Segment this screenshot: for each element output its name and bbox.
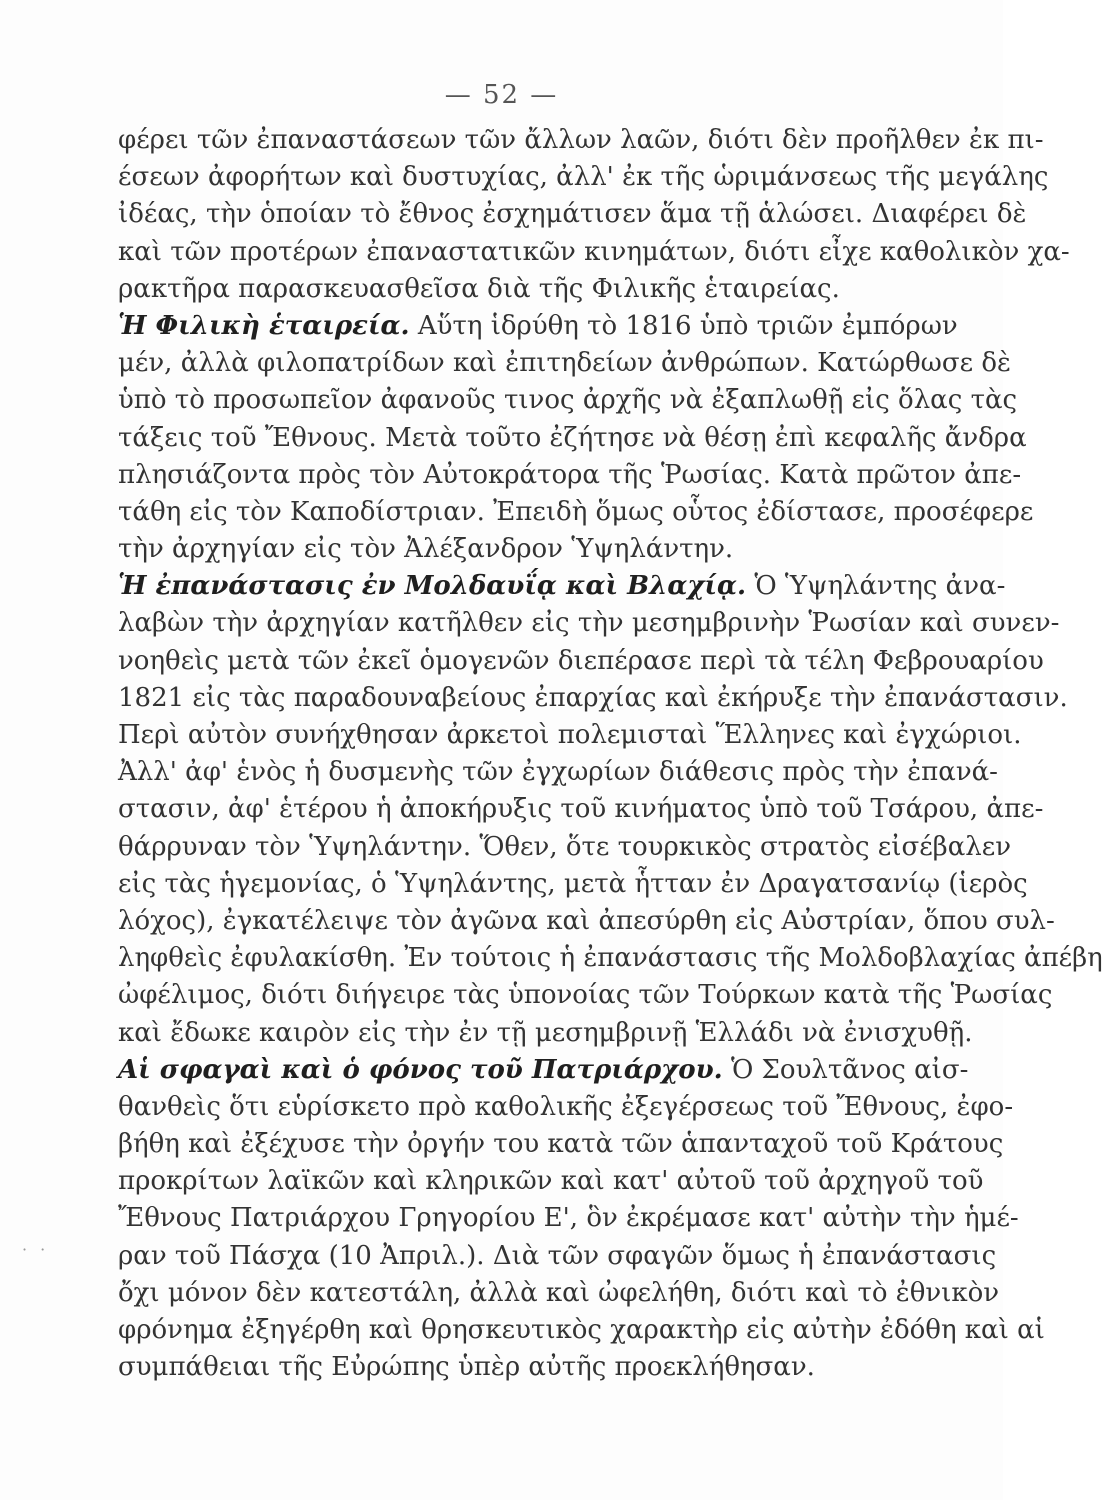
text-line: θάρρυναν τὸν Ὑψηλάντην. Ὅθεν, ὅτε τουρκικὸς στρατὸς εἰσέβαλεν — [118, 831, 1012, 862]
margin-mark: · · — [22, 1240, 50, 1259]
text-span: Ὁ Ὑψηλάντης ἀνα- — [754, 571, 1006, 602]
section-heading-line — [118, 308, 958, 345]
text-line: 1821 εἰς τὰς παραδουναβείους ἐπαρχίας καὶ ἐκήρυξε τὴν ἐπανάστασιν. — [118, 682, 1068, 713]
section-heading: Ἡ ἐπανάστασις ἐν Μολδαυΐᾳ καὶ Βλαχίᾳ. — [118, 571, 747, 602]
section-heading: Ἡ Φιλικὴ ἑταιρεία. — [118, 310, 410, 341]
text-line: θανθεὶς ὅτι εὑρίσκετο πρὸ καθολικῆς ἐξεγέρσεως τοῦ Ἔθνους, ἐφο- — [118, 1091, 1014, 1122]
page-number: — 52 — — [444, 80, 559, 110]
text-line: ληφθεὶς ἐφυλακίσθη. Ἐν τούτοις ἡ ἐπανάστασις τῆς Μολδοβλαχίας ἀπέβη — [118, 943, 1103, 974]
text-line: μέν, ἀλλὰ φιλοπατρίδων καὶ ἐπιτηδείων ἀνθρώπων. Κατώρθωσε δὲ — [118, 348, 1011, 379]
text-line: τάξεις τοῦ Ἔθνους. Μετὰ τοῦτο ἐζήτησε νὰ θέσῃ ἐπὶ κεφαλῆς ἄνδρα — [118, 422, 1027, 453]
text-line: Ἔθνους Πατριάρχου Γρηγορίου Ε', ὃν ἐκρέμασε κατ' αὐτὴν τὴν ἡμέ- — [118, 1203, 1019, 1234]
text-line: ὠφέλιμος, διότι διήγειρε τὰς ὑπονοίας τῶν Τούρκων κατὰ τῆς Ῥωσίας — [118, 980, 1053, 1011]
text-line: Ἀλλ' ἀφ' ἑνὸς ἡ δυσμενὴς τῶν ἐγχωρίων διάθεσις πρὸς τὴν ἐπανά- — [118, 757, 998, 788]
text-line: έσεων ἀφορήτων καὶ δυστυχίας, ἀλλ' ἐκ τῆς ὡριμάνσεως τῆς μεγάλης — [118, 162, 1049, 193]
text-line: ρακτῆρα παρασκευασθεῖσα διὰ τῆς Φιλικῆς ἑταιρείας. — [118, 273, 840, 304]
text-line: λαβὼν τὴν ἀρχηγίαν κατῆλθεν εἰς τὴν μεσημβρινὴν Ῥωσίαν καὶ συνεν- — [118, 608, 1060, 639]
text-line: τάθη εἰς τὸν Καποδίστριαν. Ἐπειδὴ ὅμως οὗτος ἐδίστασε, προσέφερε — [118, 496, 1034, 527]
section-heading-line — [118, 1052, 969, 1089]
section-heading: Αἱ σφαγαὶ καὶ ὁ φόνος τοῦ Πατριάρχου. — [118, 1054, 723, 1085]
text-line: Περὶ αὐτὸν συνήχθησαν ἀρκετοὶ πολεμισταὶ Ἕλληνες καὶ ἐγχώριοι. — [118, 720, 1022, 750]
section-heading-line — [118, 568, 1006, 605]
text-line: νοηθεὶς μετὰ τῶν ἐκεῖ ὁμογενῶν διεπέρασε περὶ τὰ τέλη Φεβρουαρίου — [118, 645, 1044, 676]
text-line: ὄχι μόνον δὲν κατεστάλη, ἀλλὰ καὶ ὠφελήθη, διότι καὶ τὸ ἐθνικὸν — [118, 1277, 1000, 1308]
text-line: φέρει τῶν ἐπαναστάσεων τῶν ἄλλων λαῶν, διότι δὲν προῆλθεν ἐκ πι- — [118, 125, 1044, 155]
text-line: λόχος), ἐγκατέλειψε τὸν ἀγῶνα καὶ ἀπεσύρθη εἰς Αὐστρίαν, ὅπου συλ- — [118, 905, 1055, 936]
text-span: Ὁ Σουλτᾶνος αἰσ- — [730, 1054, 969, 1085]
text-line: τὴν ἀρχηγίαν εἰς τὸν Ἀλέξανδρον Ὑψηλάντην. — [118, 534, 734, 565]
text-line: στασιν, ἀφ' ἑτέρου ἡ ἀποκήρυξις τοῦ κινήματος ὑπὸ τοῦ Τσάρου, ἀπε- — [118, 794, 1044, 825]
text-line: συμπάθειαι τῆς Εὐρώπης ὑπὲρ αὐτῆς προεκλήθησαν. — [118, 1352, 815, 1383]
text-line: προκρίτων λαϊκῶν καὶ κληρικῶν καὶ κατ' αὐτοῦ τοῦ ἀρχηγοῦ τοῦ — [118, 1166, 984, 1197]
body-text — [118, 122, 1103, 1386]
text-line: ἰδέας, τὴν ὁποίαν τὸ ἔθνος ἐσχημάτισεν ἅμα τῇ ἁλώσει. Διαφέρει δὲ — [118, 199, 1027, 230]
text-line: πλησιάζοντα πρὸς τὸν Αὐτοκράτορα τῆς Ῥωσίας. Κατὰ πρῶτον ἀπε- — [118, 459, 1022, 490]
text-line: ραν τοῦ Πάσχα (10 Ἀπριλ.). Διὰ τῶν σφαγῶν ὅμως ἡ ἐπανάστασις — [118, 1240, 997, 1271]
text-line: καὶ τῶν προτέρων ἐπαναστατικῶν κινημάτων, διότι εἶχε καθολικὸν χα- — [118, 236, 1070, 267]
text-line: καὶ ἔδωκε καιρὸν εἰς τὴν ἐν τῇ μεσημβρινῇ Ἑλλάδι νὰ ἐνισχυθῇ. — [118, 1017, 973, 1048]
text-line: εἰς τὰς ἡγεμονίας, ὁ Ὑψηλάντης, μετὰ ἧτταν ἐν Δραγατσανίῳ (ἱερὸς — [118, 868, 1028, 899]
text-line: βήθη καὶ ἐξέχυσε τὴν ὀργήν του κατὰ τῶν ἁπανταχοῦ τοῦ Κράτους — [118, 1129, 1004, 1160]
text-line: ὑπὸ τὸ προσωπεῖον ἀφανοῦς τινος ἀρχῆς νὰ ἐξαπλωθῇ εἰς ὅλας τὰς — [118, 385, 1018, 416]
text-line: φρόνημα ἐξηγέρθη καὶ θρησκευτικὸς χαρακτὴρ εἰς αὐτὴν ἐδόθη καὶ αἱ — [118, 1315, 1045, 1345]
text-span: Αὕτη ἱδρύθη τὸ 1816 ὑπὸ τριῶν ἐμπόρων — [417, 310, 958, 341]
